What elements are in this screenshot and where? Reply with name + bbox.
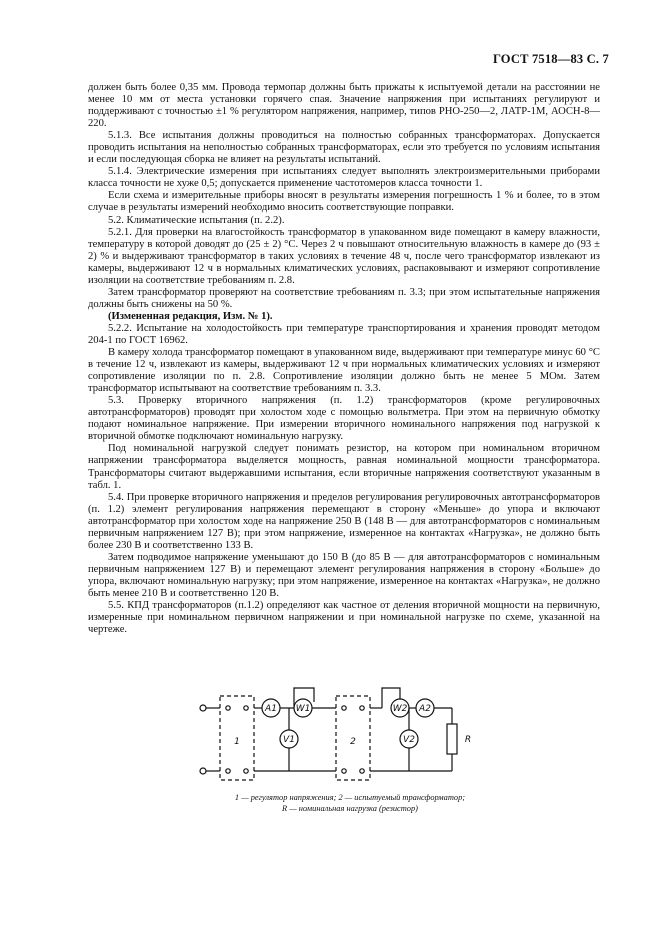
page-header: ГОСТ 7518—83 С. 7 — [492, 52, 609, 66]
paragraph: Затем трансформатор проверяют на соответствие требованиям п. 3.3; при этом испытательные напряжения должны быть снижены на 50 %. — [88, 286, 600, 310]
paragraph: 5.5. КПД трансформаторов (п.1.2) определяют как частное от деления вторичной мощности на первичную, измеренные при номинальном первичном напряжении и при номинальной нагрузке по схеме, указанной на чертеже. — [88, 600, 600, 636]
a2-label: A2 — [419, 704, 431, 714]
paragraph: Под номинальной нагрузкой следует понимать резистор, на котором при номинальном вторичном напряжении трансформатора выделяется мощность, равная номинальной мощности трансформатора. Трансформаторы считают выдержавшими испытания, если вторичные напряжения соответствуют указанным в табл. 1. — [88, 443, 600, 491]
paragraph: 5.2. Климатические испытания (п. 2.2). — [108, 214, 285, 226]
v1-label: V1 — [283, 735, 295, 745]
w2-label: W2 — [392, 704, 408, 714]
block2-label: 2 — [350, 737, 356, 747]
paragraph: Затем подводимое напряжение уменьшают до 150 В (до 85 В — для автотрансформаторов с номинальным первичным напряжением 127 В) и перемещают элемент регулирования напряжения в сторону «Больше» до упора, включают номинальную нагрузку; при этом напряжение, измеренное на контактах «Нагрузка», не должно быть менее 210 В и соответственно 120 В. — [88, 551, 600, 599]
document-body — [88, 82, 600, 636]
a1-label: A1 — [265, 704, 277, 714]
circuit-diagram — [190, 668, 480, 788]
paragraph: Если схема и измерительные приборы вносят в результаты измерения погрешность 1 % и более, то в этом случае в результаты измерений необходимо вносить соответствующие поправки. — [88, 190, 600, 214]
paragraph: 5.4. При проверке вторичного напряжения и пределов регулирования регулировочных автотрансформаторов (п. 1.2) элемент регулирования напряжения перемещают в сторону «Меньше» до упора и включают автотрансформатор при холостом ходе на напряжение 250 В (148 В — для автотрансформаторов с номинальным первичным напряжением 127 В); при этом напряжение, измеренное на контактах «Нагрузка», не должно быть более 230 В и соответственно 133 В. — [88, 491, 600, 551]
paragraph: (Измененная редакция, Изм. № 1). — [108, 310, 273, 322]
paragraph: 5.2.2. Испытание на холодостойкость при температуре транспортирования и хранения проводят методом 204-1 по ГОСТ 16962. — [88, 322, 600, 346]
input-terminal-bottom — [200, 768, 206, 774]
diagram-caption — [150, 792, 550, 814]
caption-line-2: R — номинальная нагрузка (резистор) — [282, 804, 418, 813]
v2-label: V2 — [403, 735, 415, 745]
w1-label: W1 — [295, 704, 311, 714]
load-resistor — [447, 724, 457, 754]
caption-line-1: 1 — регулятор напряжения; 2 — испытуемый трансформатор; — [234, 793, 466, 802]
paragraph: В камеру холода трансформатор помещают в упакованном виде, выдерживают при температуре минус 60 °С в течение 12 ч, извлекают из камеры, выдерживают 12 ч при нормальных климатических условиях и измеряют сопротивление изоляции по п. 2.8. Сопротивление изоляции должно быть не менее 5 МОм. Затем трансформатор испытывают на соответствие требованиям п. 3.3. — [88, 347, 600, 395]
paragraph: должен быть более 0,35 мм. Провода термопар должны быть прижаты к испытуемой детали на расстоянии не менее 10 мм от места установки горячего спая. Значение напряжения при испытаниях регулируют и поддерживают с точностью ±1 % регулятором напряжения, например, типов РНО-250—2, ЛАТР-1М, АОСН-8—220. — [88, 82, 600, 130]
paragraph: 5.1.4. Электрические измерения при испытаниях следует выполнять электроизмерительными приборами класса точности не хуже 0,5; допускается применение частотомеров класса точности 1. — [88, 166, 600, 190]
block1-label: 1 — [234, 737, 240, 747]
paragraph: 5.2.1. Для проверки на влагостойкость трансформатор в упакованном виде помещают в камеру влажности, температуру в которой доводят до (25 ± 2) °С. Через 2 ч повышают относительную влажность в камере до (93 ± 2) % и выдерживают трансформатор в таких условиях в течение 48 ч, после чего трансформатор извлекают из камеры, выдерживают 12 ч в нормальных климатических условиях, распаковывают и измеряют сопротивление изоляции на соответствие требованиям п. 2.8. — [88, 226, 600, 286]
r-label: R — [464, 735, 472, 745]
input-terminal-top — [200, 705, 206, 711]
paragraph: 5.3. Проверку вторичного напряжения (п. 1.2) трансформаторов (кроме регулировочных автотрансформаторов) проводят при холостом ходе с помощью вольтметра. При этом на первичную обмотку подают номинальное напряжение. При измерении вторичного номинального напряжения под нагрузкой к вторичной обмотке подключают номинальную нагрузку. — [88, 395, 600, 443]
paragraph: 5.1.3. Все испытания должны проводиться на полностью собранных трансформаторах. Допускается проводить испытания на неполностью собранных трансформаторах, если это требуется по условиям испытания и если последующая сборка не влияет на результаты испытаний. — [88, 130, 600, 166]
